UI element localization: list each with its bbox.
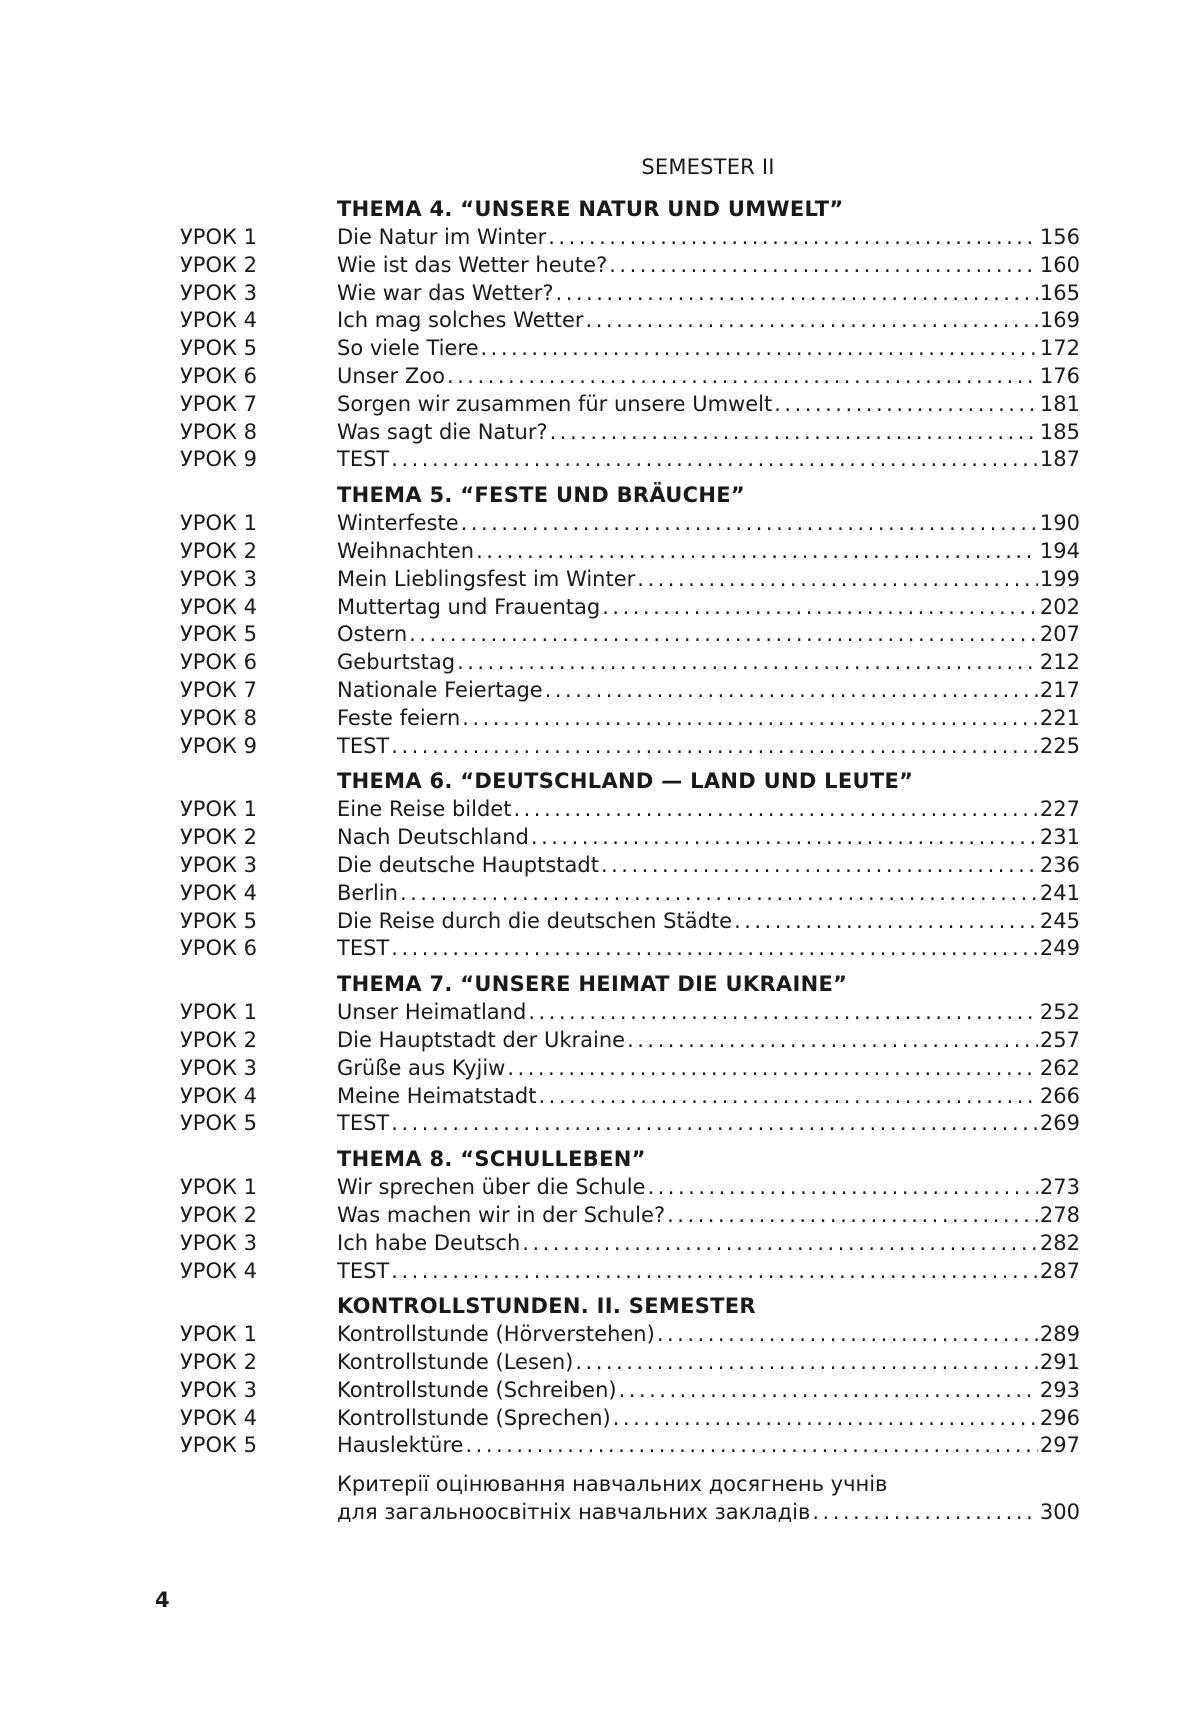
lesson-label: УРОК 4	[180, 594, 257, 619]
toc-row[interactable]	[180, 1202, 1080, 1230]
entry-page: 225	[1039, 733, 1080, 758]
entry-title: TEST	[337, 936, 390, 961]
entry-page: 181	[1039, 391, 1080, 416]
entry-page: 190	[1039, 511, 1080, 536]
lesson-label: УРОК 3	[180, 1055, 257, 1080]
toc-entry	[337, 1055, 1080, 1083]
lesson-label: УРОК 1	[180, 511, 257, 536]
entry-title: Unser Zoo	[337, 363, 445, 388]
dot-leader	[609, 252, 1038, 280]
lesson-label: УРОК 3	[180, 852, 257, 877]
entry-page: 245	[1039, 908, 1080, 933]
dot-leader	[601, 852, 1038, 880]
toc-entry	[337, 852, 1080, 880]
lesson-label: УРОК 3	[180, 1230, 257, 1255]
toc-entry	[337, 1027, 1080, 1055]
lesson-label: УРОК 4	[180, 1405, 257, 1430]
toc-row[interactable]	[180, 649, 1080, 677]
toc-row[interactable]	[180, 1174, 1080, 1202]
toc-row[interactable]	[180, 538, 1080, 566]
dot-leader	[545, 677, 1038, 705]
entry-title: Weihnachten	[337, 538, 475, 563]
entry-title: Was sagt die Natur?	[337, 419, 548, 444]
lesson-label: УРОК 4	[180, 1258, 257, 1283]
dot-leader	[462, 705, 1038, 733]
entry-page: 227	[1039, 797, 1080, 822]
toc-row[interactable]	[180, 224, 1080, 252]
entry-page: 297	[1039, 1433, 1080, 1458]
lesson-label: УРОК 6	[180, 650, 257, 675]
entry-title: Hauslektüre	[337, 1433, 464, 1458]
toc-entry	[337, 538, 1080, 566]
dot-leader	[637, 566, 1038, 594]
toc-row[interactable]	[180, 307, 1080, 335]
entry-page: 202	[1039, 594, 1080, 619]
lesson-label: УРОК 3	[180, 566, 257, 591]
lesson-label: УРОК 7	[180, 391, 257, 416]
lesson-label: УРОК 7	[180, 677, 257, 702]
entry-page: 293	[1039, 1377, 1080, 1402]
entry-title: Kontrollstunde (Lesen)	[337, 1350, 574, 1375]
dot-leader	[627, 1027, 1038, 1055]
lesson-label: УРОК 9	[180, 447, 257, 472]
toc-entry	[337, 733, 1080, 761]
dot-leader	[481, 335, 1038, 363]
toc-row[interactable]	[180, 908, 1080, 936]
toc-row[interactable]	[180, 252, 1080, 280]
toc-entry	[337, 908, 1080, 936]
toc-row[interactable]	[180, 594, 1080, 622]
dot-leader	[522, 1230, 1038, 1258]
lesson-label: УРОК 2	[180, 1027, 257, 1052]
section-title: KONTROLLSTUNDEN. II. SEMESTER	[337, 1294, 756, 1319]
toc-entry	[337, 1432, 1080, 1460]
dot-leader	[457, 649, 1038, 677]
entry-page: 199	[1039, 566, 1080, 591]
criteria-title-line1: Критерії оцінювання навчальних досягнень учнів	[337, 1472, 888, 1497]
entry-page: 165	[1039, 280, 1080, 305]
lesson-label: УРОК 5	[180, 622, 257, 647]
section-title: THEMA 6. “DEUTSCHLAND — LAND UND LEUTE”	[337, 769, 914, 794]
entry-page: 296	[1039, 1405, 1080, 1430]
entry-page: 176	[1039, 363, 1080, 388]
entry-page: 217	[1039, 677, 1080, 702]
entry-page: 249	[1039, 936, 1080, 961]
toc-row[interactable]	[180, 1405, 1080, 1433]
lesson-label: УРОК 1	[180, 1322, 257, 1347]
toc-row[interactable]	[180, 1432, 1080, 1460]
entry-title: Mein Lieblingsfest im Winter	[337, 566, 636, 591]
entry-page: 282	[1039, 1230, 1080, 1255]
dot-leader	[391, 733, 1038, 761]
toc-row[interactable]	[180, 391, 1080, 419]
criteria-title-line2-row	[337, 1498, 1080, 1526]
entry-title: Ostern	[337, 622, 408, 647]
dot-leader	[657, 1321, 1038, 1349]
dot-leader	[556, 280, 1038, 308]
toc-row[interactable]	[180, 880, 1080, 908]
entry-page: 185	[1039, 419, 1080, 444]
entry-page: 160	[1039, 252, 1080, 277]
toc-entry	[337, 796, 1080, 824]
entry-page: 172	[1039, 336, 1080, 361]
toc-section	[180, 1291, 1080, 1460]
entry-page: 212	[1039, 650, 1080, 675]
toc-row[interactable]	[180, 1110, 1080, 1138]
lesson-label: УРОК 2	[180, 538, 257, 563]
toc-section	[180, 194, 1080, 474]
dot-leader	[539, 1083, 1038, 1111]
entry-page: 221	[1039, 705, 1080, 730]
toc-section	[180, 766, 1080, 963]
entry-title: Unser Heimatland	[337, 1000, 527, 1025]
toc-entry	[337, 510, 1080, 538]
dot-leader	[550, 419, 1038, 447]
dot-leader	[476, 538, 1038, 566]
entry-page: 257	[1039, 1027, 1080, 1052]
lesson-label: УРОК 3	[180, 280, 257, 305]
entry-title: Kontrollstunde (Schreiben)	[337, 1377, 617, 1402]
lesson-label: УРОК 2	[180, 252, 257, 277]
toc-entry	[337, 419, 1080, 447]
lesson-label: УРОК 8	[180, 705, 257, 730]
section-title: THEMA 5. “FESTE UND BRÄUCHE”	[337, 483, 745, 508]
dot-leader	[602, 594, 1038, 622]
lesson-label: УРОК 4	[180, 1083, 257, 1108]
page-number: 4	[155, 1588, 170, 1612]
toc-entry	[337, 224, 1080, 252]
toc-entry	[337, 1174, 1080, 1202]
entry-title: Nationale Feiertage	[337, 677, 543, 702]
toc-row[interactable]	[180, 1230, 1080, 1258]
toc-row[interactable]	[180, 335, 1080, 363]
entry-title: So viele Tiere	[337, 336, 479, 361]
dot-leader	[391, 446, 1038, 474]
dot-leader	[548, 224, 1038, 252]
toc-row[interactable]	[180, 1349, 1080, 1377]
toc-entry	[337, 391, 1080, 419]
lesson-label: УРОК 6	[180, 363, 257, 388]
dot-leader	[513, 796, 1037, 824]
lesson-label: УРОК 2	[180, 1202, 257, 1227]
toc-entry	[337, 280, 1080, 308]
entry-page: 231	[1039, 825, 1080, 850]
toc-entry	[337, 649, 1080, 677]
entry-page: 278	[1039, 1202, 1080, 1227]
section-title: THEMA 7. “UNSERE HEIMAT DIE UKRAINE”	[337, 972, 848, 997]
section-title: THEMA 8. “SCHULLEBEN”	[337, 1147, 646, 1172]
toc-entry	[337, 1230, 1080, 1258]
toc-entry	[337, 1110, 1080, 1138]
lesson-label: УРОК 6	[180, 936, 257, 961]
entry-title: Grüße aus Kyjiw	[337, 1055, 506, 1080]
toc-section	[180, 1144, 1080, 1285]
dot-leader	[447, 363, 1038, 391]
toc-entry	[337, 935, 1080, 963]
toc-entry	[337, 1377, 1080, 1405]
entry-page: 266	[1039, 1083, 1080, 1108]
lesson-label: УРОК 8	[180, 419, 257, 444]
entry-title: Winterfeste	[337, 511, 459, 536]
entry-page: 241	[1039, 880, 1080, 905]
toc-row[interactable]	[180, 419, 1080, 447]
entry-title: Muttertag und Frauentag	[337, 594, 601, 619]
lesson-label: УРОК 1	[180, 797, 257, 822]
toc-entry	[337, 363, 1080, 391]
dot-leader	[507, 1055, 1038, 1083]
entry-title: Ich habe Deutsch	[337, 1230, 521, 1255]
toc-row[interactable]	[180, 280, 1080, 308]
lesson-label: УРОК 2	[180, 825, 257, 850]
toc-row[interactable]	[180, 1027, 1080, 1055]
entry-title: Ich mag solches Wetter	[337, 308, 584, 333]
entry-title: Eine Reise bildet	[337, 797, 512, 822]
entry-title: Nach Deutschland	[337, 825, 529, 850]
dot-leader	[409, 621, 1038, 649]
dot-leader	[619, 1377, 1038, 1405]
toc-entry	[337, 1083, 1080, 1111]
table-of-contents	[180, 194, 1080, 1526]
toc-row[interactable]	[180, 566, 1080, 594]
entry-title: Meine Heimatstadt	[337, 1083, 537, 1108]
entry-page: 252	[1039, 1000, 1080, 1025]
entry-page: 194	[1039, 538, 1080, 563]
entry-page: 269	[1039, 1111, 1080, 1136]
toc-row[interactable]	[180, 1083, 1080, 1111]
dot-leader	[586, 307, 1038, 335]
dot-leader	[531, 824, 1038, 852]
toc-row[interactable]	[180, 677, 1080, 705]
dot-leader	[613, 1405, 1038, 1433]
entry-title: Kontrollstunde (Hörverstehen)	[337, 1322, 655, 1347]
dot-leader	[391, 1258, 1038, 1286]
toc-row[interactable]	[180, 1321, 1080, 1349]
criteria-title-line2: для загальноосвітніх навчальних закладів	[337, 1500, 811, 1525]
entry-page: 156	[1039, 225, 1080, 249]
entry-title: TEST	[337, 733, 390, 758]
lesson-label: УРОК 1	[180, 225, 257, 249]
lesson-label: УРОК 5	[180, 336, 257, 361]
toc-row[interactable]	[180, 935, 1080, 963]
entry-title: Wie ist das Wetter heute?	[337, 252, 608, 277]
toc-entry	[337, 824, 1080, 852]
entry-page: 187	[1039, 447, 1080, 472]
entry-title: Die Hauptstadt der Ukraine	[337, 1027, 626, 1052]
dot-leader	[647, 1174, 1037, 1202]
entry-page: 236	[1039, 852, 1080, 877]
toc-entry	[337, 1405, 1080, 1433]
lesson-label: УРОК 9	[180, 733, 257, 758]
lesson-label: УРОК 4	[180, 308, 257, 333]
toc-row[interactable]	[180, 363, 1080, 391]
entry-title: Wie war das Wetter?	[337, 280, 554, 305]
toc-row[interactable]	[180, 510, 1080, 538]
lesson-label: УРОК 1	[180, 1175, 257, 1200]
lesson-label: УРОК 5	[180, 1433, 257, 1458]
lesson-label: УРОК 5	[180, 1111, 257, 1136]
section-title: THEMA 4. “UNSERE NATUR UND UMWELT”	[337, 197, 844, 221]
entry-title: Was machen wir in der Schule?	[337, 1202, 666, 1227]
toc-entry	[337, 594, 1080, 622]
dot-leader	[391, 935, 1038, 963]
entry-title: Wir sprechen über die Schule	[337, 1175, 646, 1200]
toc-row[interactable]	[180, 1258, 1080, 1286]
entry-title: Sorgen wir zusammen für unsere Umwelt	[337, 391, 773, 416]
toc-entry	[337, 335, 1080, 363]
entry-page: 273	[1039, 1175, 1080, 1200]
dot-leader	[528, 999, 1038, 1027]
toc-row[interactable]	[180, 824, 1080, 852]
dot-leader	[812, 1498, 1038, 1526]
dot-leader	[734, 908, 1038, 936]
toc-entry	[337, 1258, 1080, 1286]
dot-leader	[461, 510, 1038, 538]
entry-page: 287	[1039, 1258, 1080, 1283]
lesson-label: УРОК 5	[180, 908, 257, 933]
entry-title: Feste feiern	[337, 705, 461, 730]
dot-leader	[774, 391, 1038, 419]
toc-entry	[337, 705, 1080, 733]
entry-title: Die Reise durch die deutschen Städte	[337, 908, 733, 933]
dot-leader	[400, 880, 1038, 908]
toc-row[interactable]	[180, 852, 1080, 880]
lesson-label: УРОК 2	[180, 1350, 257, 1375]
entry-page: 207	[1039, 622, 1080, 647]
toc-entry	[337, 1202, 1080, 1230]
entry-page: 262	[1039, 1055, 1080, 1080]
semester-title: SEMESTER II	[641, 155, 775, 179]
entry-page: 169	[1039, 308, 1080, 333]
dot-leader	[667, 1202, 1038, 1230]
toc-entry	[337, 1321, 1080, 1349]
entry-title: Die Natur im Winter	[337, 225, 547, 249]
dot-leader	[575, 1349, 1038, 1377]
toc-entry	[337, 999, 1080, 1027]
toc-row[interactable]	[180, 705, 1080, 733]
toc-entry	[337, 621, 1080, 649]
toc-section	[180, 969, 1080, 1138]
entry-title: Kontrollstunde (Sprechen)	[337, 1405, 611, 1430]
lesson-label: УРОК 3	[180, 1377, 257, 1402]
toc-row[interactable]	[180, 999, 1080, 1027]
lesson-label: УРОК 4	[180, 880, 257, 905]
toc-entry	[337, 1349, 1080, 1377]
entry-title: Geburtstag	[337, 650, 456, 675]
entry-page: 291	[1039, 1350, 1080, 1375]
lesson-label: УРОК 1	[180, 1000, 257, 1025]
toc-row[interactable]	[180, 1377, 1080, 1405]
toc-entry	[337, 252, 1080, 280]
toc-entry	[337, 566, 1080, 594]
criteria-entry[interactable]	[180, 1470, 1080, 1526]
toc-row[interactable]	[180, 733, 1080, 761]
dot-leader	[465, 1432, 1037, 1460]
entry-page: 289	[1039, 1322, 1080, 1347]
toc-row[interactable]	[180, 621, 1080, 649]
toc-entry	[337, 446, 1080, 474]
entry-title: TEST	[337, 447, 390, 472]
toc-entry	[337, 307, 1080, 335]
toc-section	[180, 480, 1080, 760]
toc-row[interactable]	[180, 446, 1080, 474]
entry-title: Die deutsche Hauptstadt	[337, 852, 599, 877]
criteria-page: 300	[1039, 1500, 1080, 1525]
toc-entry	[337, 677, 1080, 705]
toc-entry	[337, 880, 1080, 908]
entry-title: TEST	[337, 1111, 390, 1136]
toc-row[interactable]	[180, 1055, 1080, 1083]
entry-title: TEST	[337, 1258, 390, 1283]
toc-row[interactable]	[180, 796, 1080, 824]
dot-leader	[391, 1110, 1038, 1138]
entry-title: Berlin	[337, 880, 398, 905]
